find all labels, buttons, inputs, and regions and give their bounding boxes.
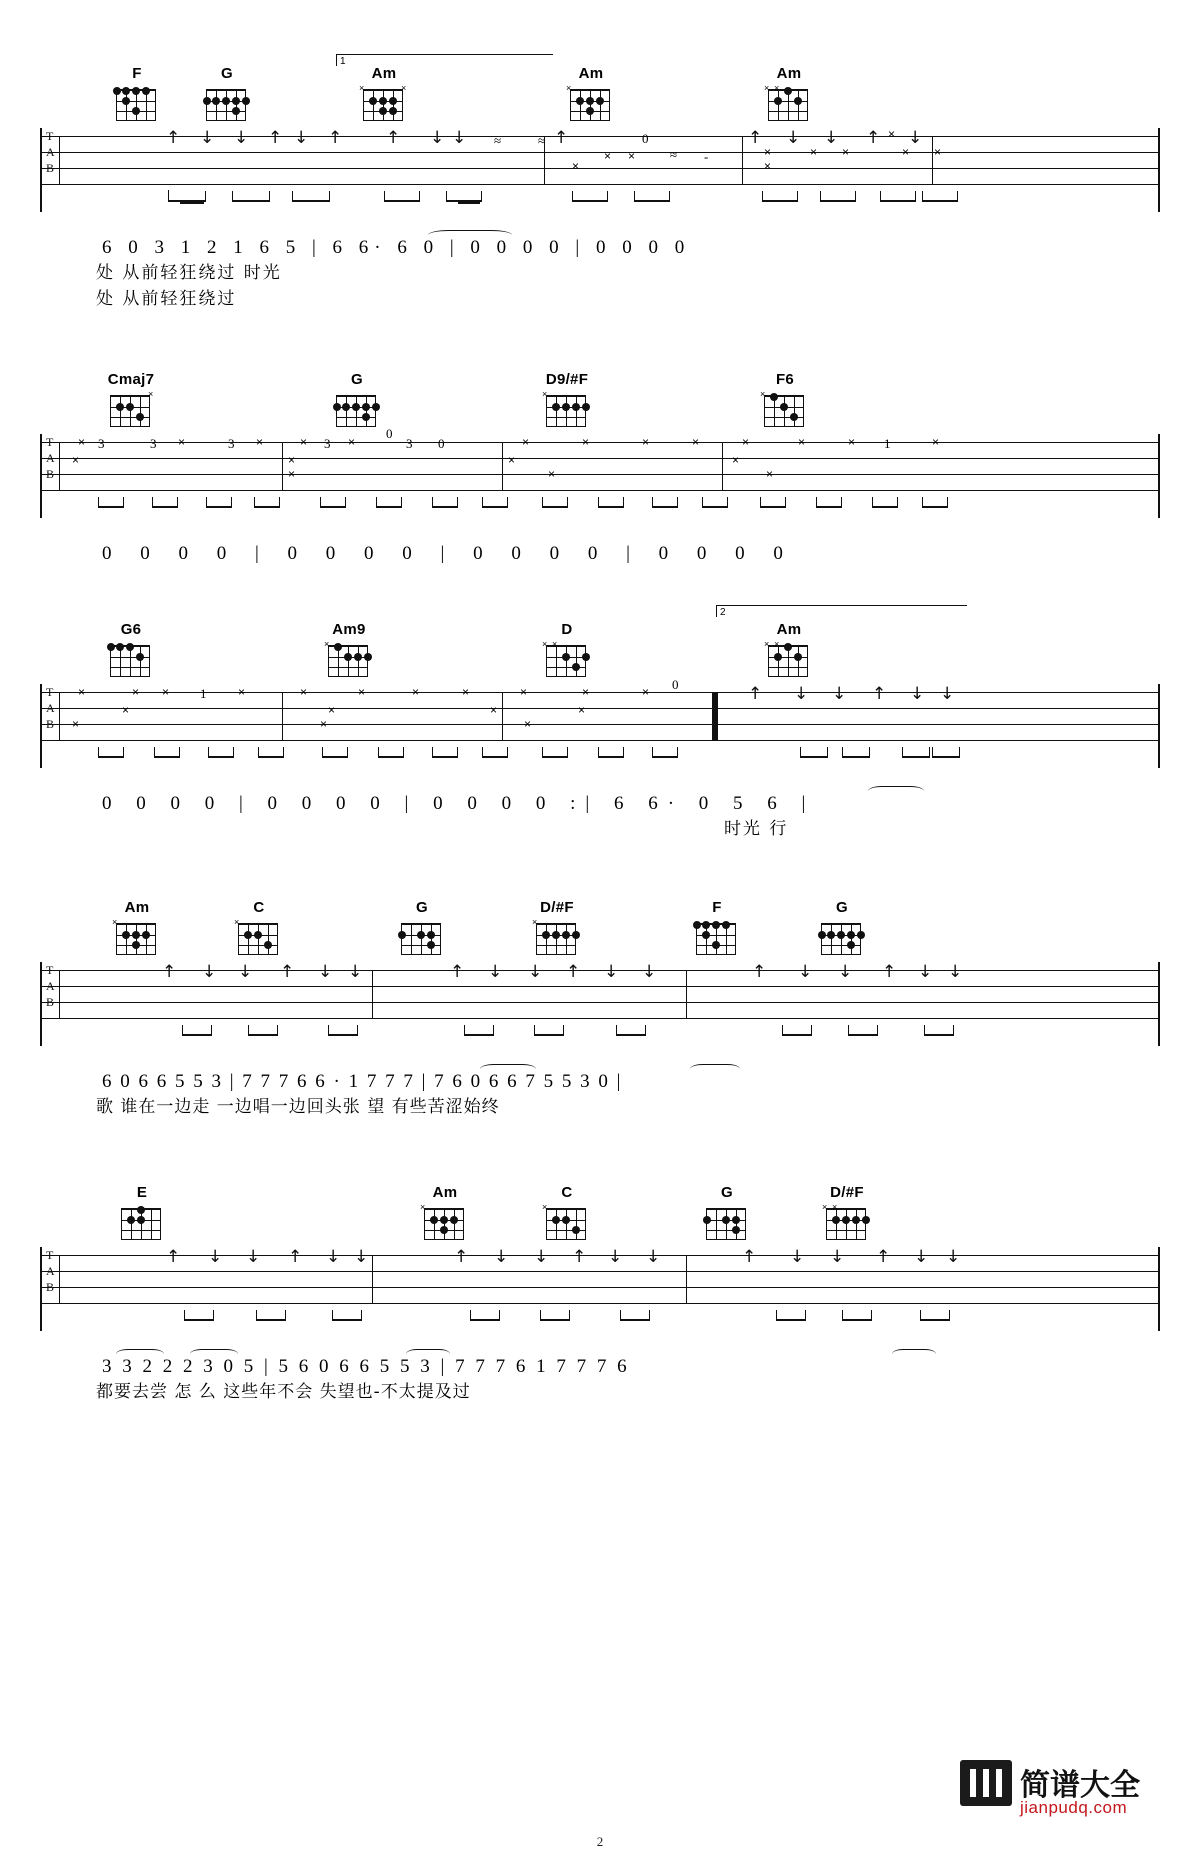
mute-x-icon: × [288, 467, 296, 481]
chord-G[interactable] [188, 66, 266, 123]
repeat-sign [712, 692, 718, 740]
strum-down-icon: ↓ [914, 1247, 929, 1267]
chord-name: F6 [775, 371, 795, 388]
strum-down-icon: ↓ [786, 128, 801, 148]
strum-down-icon: ↓ [354, 1247, 369, 1267]
chord-name: Am [432, 1184, 458, 1201]
strum-up-icon: ↑ [866, 128, 881, 148]
mute-x-icon: × [604, 149, 612, 163]
mute-x-icon: × [848, 435, 856, 449]
melody-notes: 6 0 6 6 5 5 3 | 7 7 7 6 6 · 1 7 7 7 | 7 6 0 6 6 7 5 5 3 0 | [102, 1071, 623, 1092]
chord-name: G6 [120, 621, 142, 638]
chord-Cmaj7[interactable] [92, 372, 170, 429]
mute-x-icon: × [328, 703, 336, 717]
mute-x-icon: × [300, 435, 308, 449]
mute-x-icon: × [764, 159, 772, 173]
chord-name: G [836, 899, 848, 916]
chord-Am-6[interactable] [406, 1185, 484, 1242]
strum-down-icon: ↓ [946, 1247, 961, 1267]
chord-name: D/#F [540, 899, 574, 916]
mute-x-icon: × [934, 145, 942, 159]
chord-name: C [561, 1184, 573, 1201]
tremolo-icon: ≈ [538, 133, 545, 148]
strum-down-icon: ↓ [430, 128, 445, 148]
tab-number: 1 [200, 686, 207, 701]
strum-down-icon: ↓ [910, 684, 925, 704]
chord-F[interactable] [98, 66, 176, 123]
chord-name: F [712, 899, 722, 916]
chord-name: E [136, 1184, 148, 1201]
chord-C-2[interactable] [528, 1185, 606, 1242]
strum-up-icon: ↑ [162, 962, 177, 982]
tab-number: 0 [438, 436, 445, 451]
chord-diagram-row-5 [0, 1185, 1200, 1247]
mute-x-icon: × [522, 435, 530, 449]
tie-icon [480, 1064, 536, 1074]
chord-diagram: × [110, 917, 164, 957]
mute-x-icon: × [72, 717, 80, 731]
chord-G-4[interactable] [803, 900, 881, 957]
logo-url: jianpudq.com [1020, 1798, 1128, 1817]
chord-name: G [221, 65, 233, 82]
chord-diagram [690, 917, 744, 957]
strum-up-icon: ↑ [572, 1247, 587, 1267]
melody-notes: 6 0 3 1 2 1 6 5 | 6 6· 6 0 | 0 0 0 0 | 0 0 0 0 [102, 237, 691, 258]
mute-x-icon: × [358, 685, 366, 699]
system-3 [0, 622, 1200, 846]
tab-number: 0 [642, 131, 649, 146]
strum-up-icon: ↑ [748, 128, 763, 148]
mute-x-icon: × [932, 435, 940, 449]
strum-up-icon: ↑ [450, 962, 465, 982]
strum-down-icon: ↓ [918, 962, 933, 982]
chord-name: Am9 [332, 621, 366, 638]
strum-down-icon: ↓ [494, 1247, 509, 1267]
chord-name: F [132, 65, 142, 82]
melody-notes: 0 0 0 0 | 0 0 0 0 | 0 0 0 0 :| 6 6· 0 5 6 | [102, 793, 816, 814]
chord-name: Am [776, 65, 802, 82]
chord-C[interactable] [220, 900, 298, 957]
volta-bracket-1 [336, 54, 553, 66]
chord-name: G [351, 371, 363, 388]
strum-down-icon: ↓ [830, 1247, 845, 1267]
chord-diagram: × [564, 83, 618, 123]
mute-x-icon: × [628, 149, 636, 163]
mute-x-icon: × [462, 685, 470, 699]
strum-down-icon: ↓ [534, 1247, 549, 1267]
strum-up-icon: ↑ [268, 128, 283, 148]
system-1 [0, 66, 1200, 316]
mute-x-icon: × [178, 435, 186, 449]
mute-x-icon: × [902, 145, 910, 159]
mute-x-icon: × [582, 435, 590, 449]
chord-name: Am [124, 899, 150, 916]
chord-name: Am [371, 65, 397, 82]
volta-bracket-2 [716, 605, 967, 617]
mute-x-icon: × [642, 685, 650, 699]
mute-x-icon: × [238, 685, 246, 699]
page-number: 2 [596, 1834, 604, 1849]
chord-Am-4[interactable] [750, 622, 828, 679]
chord-diagram-row-3 [0, 622, 1200, 684]
chord-diagram: × [104, 389, 158, 429]
mute-x-icon: × [78, 685, 86, 699]
chord-D[interactable] [528, 622, 606, 679]
site-logo [960, 1756, 1174, 1820]
strum-down-icon: ↓ [940, 684, 955, 704]
chord-diagram: × × [762, 639, 816, 679]
strum-down-icon: ↓ [908, 128, 923, 148]
mute-x-icon: × [742, 435, 750, 449]
tie-icon [190, 1349, 238, 1359]
system-5 [0, 1185, 1200, 1409]
system-4 [0, 900, 1200, 1124]
chord-name: D/#F [830, 1184, 864, 1201]
strum-up-icon: ↑ [752, 962, 767, 982]
lyrics-row-1a [40, 264, 1160, 290]
tab-staff-3: T A B × × × 1 × × × × × × × × × × × × × 0 × × ↑ ↓ ↓ ↑ ↓ ↓ [40, 684, 1160, 768]
mute-x-icon: × [320, 717, 328, 731]
strum-down-icon: ↓ [824, 128, 839, 148]
chord-diagram [815, 917, 869, 957]
mute-x-icon: × [888, 127, 896, 141]
strum-down-icon: ↓ [208, 1247, 223, 1267]
strum-down-icon: ↓ [488, 962, 503, 982]
tab-staff-2: T A B × 3 3 × 3 × × × 3 × 0 3 0 × × × × × × × × × × × 1 × × × [40, 434, 1160, 518]
strum-down-icon: ↓ [318, 962, 333, 982]
volta-label-1: 1 [340, 56, 346, 67]
mute-x-icon: × [764, 145, 772, 159]
chord-diagram [200, 83, 254, 123]
chord-G-5[interactable] [688, 1185, 766, 1242]
chord-diagram [110, 83, 164, 123]
melody-notes: 0 0 0 0 | 0 0 0 0 | 0 0 0 0 | 0 0 0 0 [102, 543, 795, 564]
mute-x-icon: × [490, 703, 498, 717]
strum-up-icon: ↑ [166, 1247, 181, 1267]
lyrics-row-5 [40, 1383, 1160, 1409]
chord-G-2[interactable] [318, 372, 396, 429]
chord-Am9[interactable] [310, 622, 388, 679]
lyrics-text: 歌 谁在一边走 一边唱一边回头张 望 有些苦涩始终 [96, 1097, 500, 1117]
mute-x-icon: × [122, 703, 130, 717]
strum-down-icon: ↓ [838, 962, 853, 982]
chord-diagram-row-2 [0, 372, 1200, 434]
chord-D-sharpF[interactable] [518, 900, 596, 957]
chord-diagram: × [232, 917, 286, 957]
tab-number: - [704, 149, 709, 164]
strum-down-icon: ↓ [832, 684, 847, 704]
strum-up-icon: ↑ [872, 684, 887, 704]
chord-diagram: × × [820, 1202, 874, 1242]
mute-x-icon: × [348, 435, 356, 449]
lyrics-text: 处 从前轻狂绕过 [96, 289, 237, 309]
lyrics-row-3 [40, 820, 1160, 846]
tab-number: 0 [672, 677, 679, 692]
strum-down-icon: ↓ [798, 962, 813, 982]
tab-number: 1 [884, 436, 891, 451]
melody-row-3 [40, 794, 1160, 820]
tab-number: 3 [228, 436, 235, 451]
strum-up-icon: ↑ [288, 1247, 303, 1267]
chord-Am-3[interactable] [750, 66, 828, 123]
mute-x-icon: × [582, 685, 590, 699]
tremolo-icon: ≈ [670, 147, 677, 162]
melody-row-2 [40, 544, 1160, 570]
strum-up-icon: ↑ [566, 962, 581, 982]
chord-diagram: × [322, 639, 376, 679]
tab-number: 3 [98, 436, 105, 451]
chord-diagram: × [530, 917, 584, 957]
lyrics-text: 时光 行 [724, 819, 789, 839]
strum-down-icon: ↓ [348, 962, 363, 982]
tab-number: 3 [406, 436, 413, 451]
tie-icon [428, 230, 512, 240]
tie-icon [406, 1349, 450, 1359]
tab-staff-5: T A B ↑ ↓ ↓ ↑ ↓ ↓ ↑ ↓ ↓ ↑ ↓ ↓ ↑ ↓ ↓ ↑ ↓ ↓ [40, 1247, 1160, 1331]
strum-up-icon: ↑ [386, 128, 401, 148]
strum-up-icon: ↑ [554, 128, 569, 148]
strum-down-icon: ↓ [234, 128, 249, 148]
tab-number: 3 [150, 436, 157, 451]
mute-x-icon: × [842, 145, 850, 159]
chord-diagram [115, 1202, 169, 1242]
chord-diagram: × × [540, 639, 594, 679]
strum-down-icon: ↓ [794, 684, 809, 704]
tie-icon [690, 1064, 740, 1074]
strum-down-icon: ↓ [642, 962, 657, 982]
mute-x-icon: × [810, 145, 818, 159]
chord-diagram: × × [357, 83, 411, 123]
tab-number: 3 [324, 436, 331, 451]
chord-name: Cmaj7 [107, 371, 155, 388]
strum-up-icon: ↑ [882, 962, 897, 982]
strum-down-icon: ↓ [326, 1247, 341, 1267]
piano-keys-icon [960, 1760, 1012, 1806]
chord-name: G [416, 899, 428, 916]
mute-x-icon: × [78, 435, 86, 449]
chord-D9-sharpF[interactable] [528, 372, 606, 429]
lyrics-row-1b [40, 290, 1160, 316]
mute-x-icon: × [520, 685, 528, 699]
mute-x-icon: × [132, 685, 140, 699]
strum-up-icon: ↑ [328, 128, 343, 148]
chord-diagram: × [758, 389, 812, 429]
melody-row-5 [40, 1357, 1160, 1383]
chord-diagram [395, 917, 449, 957]
chord-name: D [561, 621, 573, 638]
mute-x-icon: × [508, 453, 516, 467]
strum-up-icon: ↑ [748, 684, 763, 704]
strum-down-icon: ↓ [948, 962, 963, 982]
mute-x-icon: × [288, 453, 296, 467]
tab-number: 0 [386, 426, 393, 441]
chord-diagram-row-4 [0, 900, 1200, 962]
tie-icon [892, 1349, 936, 1359]
lyrics-text: 处 从前轻狂绕过 时光 [96, 263, 282, 283]
mute-x-icon: × [548, 467, 556, 481]
chord-F6[interactable] [746, 372, 824, 429]
strum-down-icon: ↓ [646, 1247, 661, 1267]
chord-Am-2[interactable] [552, 66, 630, 123]
chord-Am-1[interactable] [345, 66, 423, 123]
strum-down-icon: ↓ [790, 1247, 805, 1267]
mute-x-icon: × [578, 703, 586, 717]
strum-down-icon: ↓ [528, 962, 543, 982]
chord-G-3[interactable] [383, 900, 461, 957]
strum-down-icon: ↓ [452, 128, 467, 148]
mute-x-icon: × [732, 453, 740, 467]
chord-diagram: × [418, 1202, 472, 1242]
tie-icon [868, 786, 924, 796]
chord-name: D9/#F [545, 371, 589, 388]
melody-row-1 [40, 238, 1160, 264]
mute-x-icon: × [72, 453, 80, 467]
chord-name: Am [578, 65, 604, 82]
melody-notes: 3 3 2 2 2 3 0 5 | 5 6 0 6 6 5 5 3 | 7 7 7 6 1 7 7 7 6 [102, 1356, 630, 1377]
mute-x-icon: × [300, 685, 308, 699]
chord-diagram [104, 639, 158, 679]
mute-x-icon: × [798, 435, 806, 449]
strum-down-icon: ↓ [238, 962, 253, 982]
chord-diagram: × [540, 1202, 594, 1242]
mute-x-icon: × [412, 685, 420, 699]
system-2 [0, 372, 1200, 570]
strum-up-icon: ↑ [742, 1247, 757, 1267]
melody-row-4 [40, 1072, 1160, 1098]
strum-up-icon: ↑ [166, 128, 181, 148]
chord-name: G [721, 1184, 733, 1201]
strum-down-icon: ↓ [604, 962, 619, 982]
chord-D-sharpF-2[interactable] [808, 1185, 886, 1242]
strum-down-icon: ↓ [246, 1247, 261, 1267]
chord-diagram: × × [762, 83, 816, 123]
chord-diagram: × [540, 389, 594, 429]
chord-name: C [253, 899, 265, 916]
chord-diagram [700, 1202, 754, 1242]
mute-x-icon: × [642, 435, 650, 449]
volta-label-2: 2 [720, 607, 726, 618]
strum-up-icon: ↑ [454, 1247, 469, 1267]
mute-x-icon: × [766, 467, 774, 481]
strum-down-icon: ↓ [294, 128, 309, 148]
chord-G6[interactable] [92, 622, 170, 679]
chord-diagram [330, 389, 384, 429]
chord-name: Am [776, 621, 802, 638]
tab-staff-1: T A B ↑ ↓ ↓ ↑ ↓ ↑ ↑ ↓ ↓ ≈ ≈ ≈ ↑ ↑ ↓ ↓ ↑ ↓ 0 - × × × × × × × × × × [40, 128, 1160, 212]
tie-icon [116, 1349, 164, 1359]
logo-title: 简谱大全 [1020, 1768, 1140, 1803]
strum-down-icon: ↓ [202, 962, 217, 982]
tab-staff-4: T A B ↑ ↓ ↓ ↑ ↓ ↓ ↑ ↓ ↓ ↑ ↓ ↓ ↑ ↓ ↓ ↑ ↓ ↓ [40, 962, 1160, 1046]
strum-down-icon: ↓ [200, 128, 215, 148]
mute-x-icon: × [692, 435, 700, 449]
strum-up-icon: ↑ [280, 962, 295, 982]
strum-down-icon: ↓ [608, 1247, 623, 1267]
lyrics-row-4 [40, 1098, 1160, 1124]
lyrics-text: 都要去尝 怎 么 这些年不会 失望也-不太提及过 [96, 1382, 471, 1402]
tremolo-icon: ≈ [494, 133, 501, 148]
chord-F-2[interactable] [678, 900, 756, 957]
chord-Am-5[interactable] [98, 900, 176, 957]
strum-up-icon: ↑ [876, 1247, 891, 1267]
mute-x-icon: × [572, 159, 580, 173]
mute-x-icon: × [524, 717, 532, 731]
chord-diagram-row-1 [0, 66, 1200, 128]
mute-x-icon: × [256, 435, 264, 449]
chord-E[interactable] [103, 1185, 181, 1242]
mute-x-icon: × [162, 685, 170, 699]
